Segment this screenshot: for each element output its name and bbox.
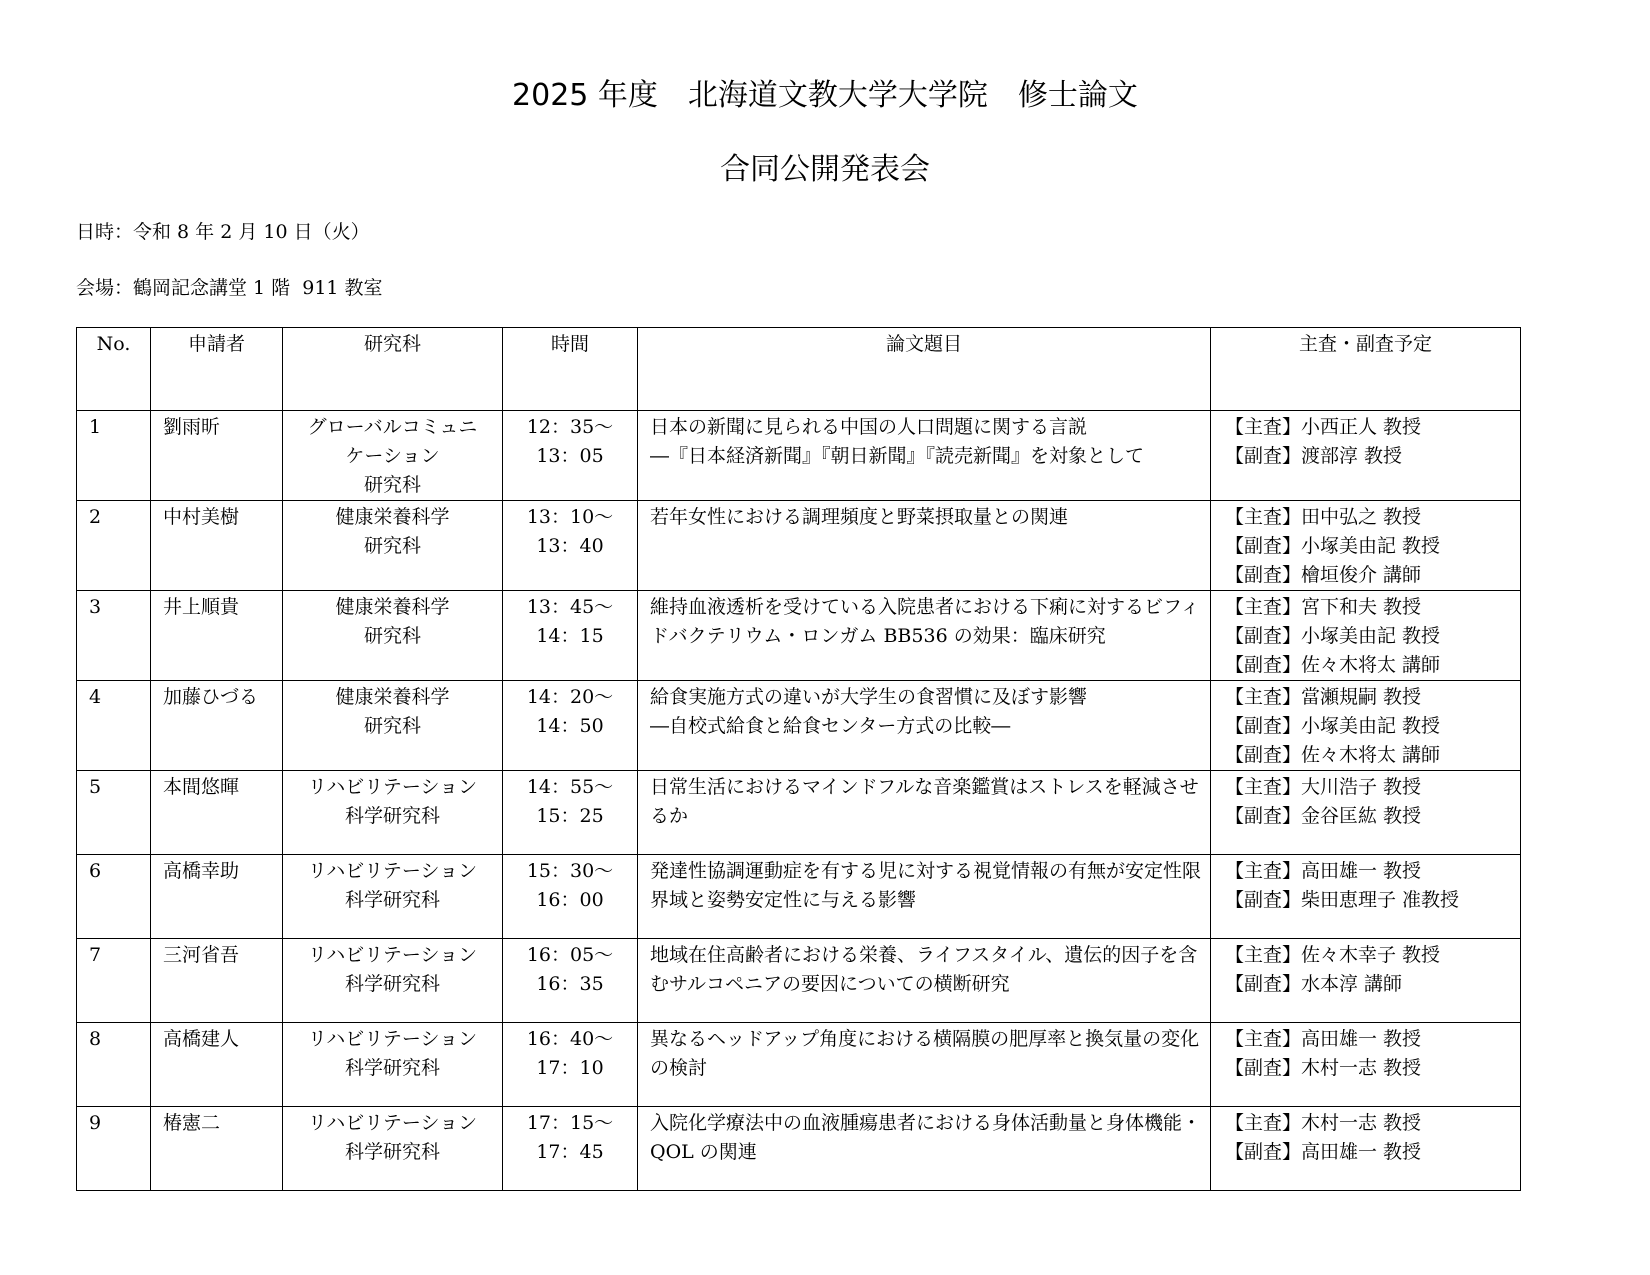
table-row [77,939,1521,1023]
examiners-line: 【主査】當瀬規嗣 教授 [1225,686,1422,708]
examiners-line: 【副査】高田雄一 教授 [1225,1141,1422,1163]
examiners-line: 【主査】宮下和夫 教授 [1225,596,1422,618]
department-line: 科学研究科 [344,973,440,995]
department-line: リハビリテーション [307,1028,478,1050]
examiners-line: 【副査】水本淳 講師 [1225,973,1403,995]
thesis-title [638,1107,1211,1191]
department-line: 研究科 [363,535,421,557]
thesis-title-line: 地域在住高齢者における栄養、ライフスタイル、遺伝的因子を含むサルコペニアの要因についての横断研究 [650,944,1198,995]
department [283,1107,503,1191]
thesis-title-line: ―『日本経済新聞』『朝日新聞』『読売新聞』を対象として [650,445,1145,467]
page-subtitle: 合同公開発表会 [720,152,930,187]
applicant-name: 本間悠暉 [151,771,283,855]
applicant-name: 三河省吾 [151,939,283,1023]
time-slot-line: 15：30～ [526,860,614,882]
table-header-row [77,328,1521,411]
row-number: 3 [77,591,151,681]
applicant-name: 加藤ひづる [151,681,283,771]
header-thesis-title: 論文題目 [638,328,1211,411]
thesis-title-line: 若年女性における調理頻度と野菜摂取量との関連 [650,506,1069,528]
applicant-name: 井上順貴 [151,591,283,681]
examiners-line: 【主査】田中弘之 教授 [1225,506,1422,528]
department [283,1023,503,1107]
thesis-title-line: 異なるヘッドアップ角度における横隔膜の肥厚率と換気量の変化の検討 [650,1028,1200,1079]
time-slot [503,1107,638,1191]
examiners [1211,1023,1521,1107]
thesis-title [638,771,1211,855]
thesis-title-line: 給食実施方式の違いが大学生の食習慣に及ぼす影響 [650,686,1088,708]
time-slot-line: 13：45～ [526,596,614,618]
applicant-name: 劉雨昕 [151,411,283,501]
thesis-title [638,411,1211,501]
time-slot-line: 14：15 [536,625,604,647]
row-number: 4 [77,681,151,771]
time-slot-line: 14：50 [536,715,604,737]
thesis-title [638,591,1211,681]
time-slot [503,681,638,771]
time-slot-line: 14：20～ [526,686,614,708]
time-slot [503,771,638,855]
examiners [1211,591,1521,681]
thesis-title [638,681,1211,771]
applicant-name: 椿憲二 [151,1107,283,1191]
department-line: 研究科 [363,715,421,737]
examiners-line: 【副査】小塚美由記 教授 [1225,535,1441,557]
thesis-title-line: 日常生活におけるマインドフルな音楽鑑賞はストレスを軽減させるか [650,776,1199,827]
row-number: 1 [77,411,151,501]
examiners-line: 【副査】佐々木将太 講師 [1225,654,1441,676]
thesis-title-line: 維持血液透析を受けている入院患者における下痢に対するビフィドバクテリウム・ロンガム BB536 の効果：臨床研究 [650,596,1200,647]
examiners-line: 【副査】小塚美由記 教授 [1225,715,1441,737]
department-line: グローバルコミュニ [307,416,478,438]
row-number: 6 [77,855,151,939]
department-line: 研究科 [363,625,421,647]
department [283,771,503,855]
examiners-line: 【副査】渡部淳 教授 [1225,445,1403,467]
header-examiners: 主査・副査予定 [1211,328,1521,411]
time-slot-line: 17：15～ [526,1112,614,1134]
page-title: 2025 年度 北海道文教大学大学院 修士論文 [512,78,1138,113]
examiners-line: 【主査】佐々木幸子 教授 [1225,944,1441,966]
department-line: 健康栄養科学 [335,596,450,618]
department-line: リハビリテーション [307,944,478,966]
time-slot [503,591,638,681]
examiners-line: 【副査】檜垣俊介 講師 [1225,564,1422,586]
examiners-line: 【主査】高田雄一 教授 [1225,860,1422,882]
examiners [1211,411,1521,501]
department [283,681,503,771]
time-slot-line: 13：40 [536,535,604,557]
time-slot [503,411,638,501]
department-line: 研究科 [363,474,421,496]
department-line: 科学研究科 [344,1057,440,1079]
header-time: 時間 [503,328,638,411]
examiners [1211,1107,1521,1191]
applicant-name: 高橋幸助 [151,855,283,939]
row-number: 9 [77,1107,151,1191]
department [283,939,503,1023]
time-slot-line: 17：45 [536,1141,604,1163]
examiners [1211,855,1521,939]
time-slot [503,1023,638,1107]
thesis-title [638,939,1211,1023]
thesis-title [638,855,1211,939]
table-row [77,1023,1521,1107]
table-row [77,681,1521,771]
thesis-title-line: 発達性協調運動症を有する児に対する視覚情報の有無が安定性限界域と姿勢安定性に与える影響 [650,860,1202,911]
time-slot [503,501,638,591]
examiners-line: 【副査】木村一志 教授 [1225,1057,1422,1079]
time-slot-line: 17：10 [536,1057,604,1079]
department [283,855,503,939]
event-date: 日時：令和 8 年 2 月 10 日（火） [76,221,370,243]
examiners-line: 【主査】小西正人 教授 [1225,416,1422,438]
time-slot-line: 12：35～ [526,416,614,438]
examiners [1211,681,1521,771]
department-line: 科学研究科 [344,1141,440,1163]
time-slot-line: 16：05～ [526,944,614,966]
department-line: リハビリテーション [307,860,478,882]
department [283,411,503,501]
examiners [1211,939,1521,1023]
row-number: 2 [77,501,151,591]
table-row [77,1107,1521,1191]
time-slot-line: 14：55～ [526,776,614,798]
table-row [77,771,1521,855]
row-number: 7 [77,939,151,1023]
examiners [1211,501,1521,591]
examiners-line: 【主査】高田雄一 教授 [1225,1028,1422,1050]
time-slot-line: 13：10～ [526,506,614,528]
thesis-title-line: 日本の新聞に見られる中国の人口問題に関する言説 [650,416,1088,438]
applicant-name: 高橋建人 [151,1023,283,1107]
department-line: リハビリテーション [307,1112,478,1134]
department-line: 健康栄養科学 [335,686,450,708]
examiners-line: 【主査】大川浩子 教授 [1225,776,1422,798]
header-no: No. [77,328,151,411]
department-line: 科学研究科 [344,805,440,827]
department-line: 健康栄養科学 [335,506,450,528]
department-line: リハビリテーション [307,776,478,798]
header-applicant: 申請者 [151,328,283,411]
time-slot [503,855,638,939]
table-row [77,501,1521,591]
examiners-line: 【副査】小塚美由記 教授 [1225,625,1441,647]
table-row [77,855,1521,939]
row-number: 8 [77,1023,151,1107]
examiners-line: 【副査】金谷匡紘 教授 [1225,805,1422,827]
examiners-line: 【主査】木村一志 教授 [1225,1112,1422,1134]
header-department: 研究科 [283,328,503,411]
time-slot-line: 15：25 [536,805,604,827]
table-row [77,411,1521,501]
thesis-title-line: ―自校式給食と給食センター方式の比較― [650,715,1011,737]
thesis-title [638,501,1211,591]
examiners-line: 【副査】佐々木将太 講師 [1225,744,1441,766]
examiners [1211,771,1521,855]
department [283,501,503,591]
row-number: 5 [77,771,151,855]
event-venue: 会場：鶴岡記念講堂 1 階 911 教室 [76,277,383,299]
time-slot-line: 16：35 [536,973,604,995]
time-slot-line: 16：40～ [526,1028,614,1050]
time-slot-line: 13：05 [536,445,604,467]
applicant-name: 中村美樹 [151,501,283,591]
thesis-title [638,1023,1211,1107]
thesis-title-line: 入院化学療法中の血液腫瘍患者における身体活動量と身体機能・QOL の関連 [650,1112,1202,1163]
department-line: 科学研究科 [344,889,440,911]
examiners-line: 【副査】柴田恵理子 准教授 [1225,889,1460,911]
schedule-table [76,327,1521,1191]
time-slot [503,939,638,1023]
department [283,591,503,681]
table-row [77,591,1521,681]
department-line: ケーション [345,445,440,467]
time-slot-line: 16：00 [536,889,604,911]
